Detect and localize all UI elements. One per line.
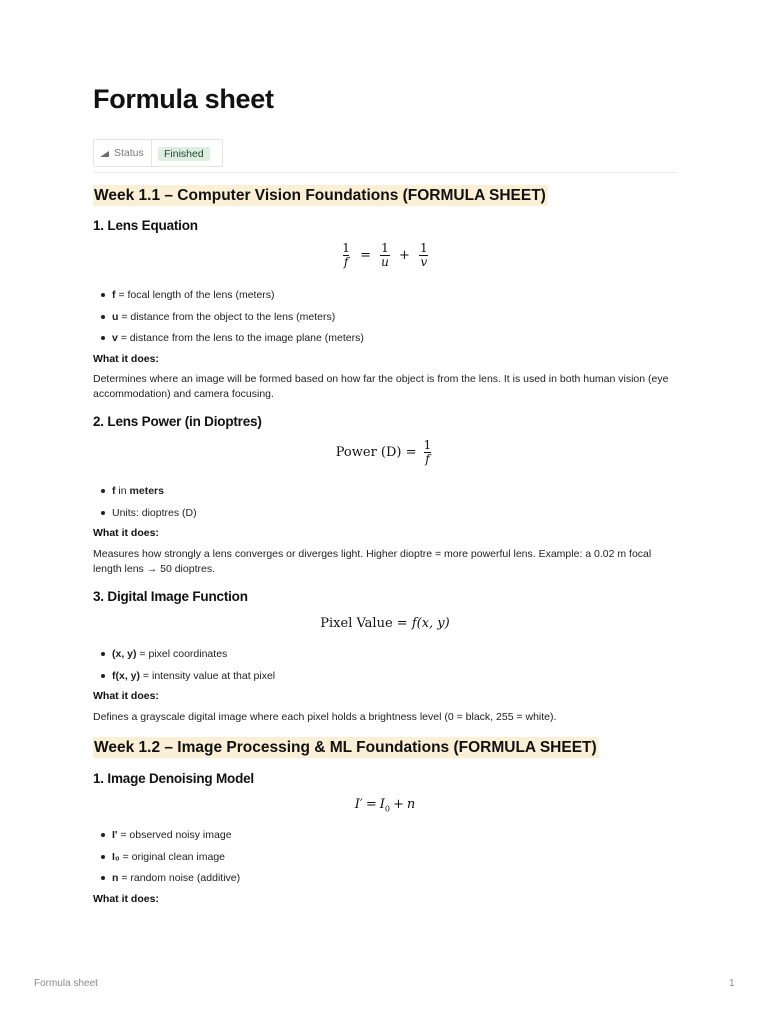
status-property[interactable] bbox=[93, 139, 223, 167]
digital-image-formula: Pixel Value = f(x, y) bbox=[320, 616, 450, 631]
week-1-2-heading: Week 1.2 – Image Processing & ML Foundations (FORMULA SHEET) bbox=[94, 739, 597, 756]
page-number: 1 bbox=[729, 978, 735, 989]
list-item: Units: dioptres (D) bbox=[100, 506, 670, 528]
list-item: I₀ = original clean image bbox=[100, 850, 670, 872]
what-it-does-label: What it does: bbox=[93, 527, 159, 539]
lens-equation-description: Determines where an image will be formed based on how far the object is from the lens. It is used in both human vision (eye accommodation) and camera focusing. bbox=[93, 373, 669, 400]
lens-equation-formula: $\frac{1}{f}$ = $\frac{1}{u}$ + $\frac{1}{v}$ bbox=[342, 241, 428, 269]
list-item: f in meters bbox=[100, 484, 670, 506]
digital-image-heading: 3. Digital Image Function bbox=[93, 589, 248, 604]
lens-power-formula: Power (D) = $\frac{1}{f}$ bbox=[335, 438, 432, 466]
what-it-does-label: What it does: bbox=[93, 353, 159, 365]
lens-equation-heading: 1. Lens Equation bbox=[93, 218, 198, 233]
status-property-key bbox=[94, 140, 152, 166]
denoising-formula: $I' = I_0 + n$ bbox=[354, 797, 416, 814]
what-it-does-label: What it does: bbox=[93, 690, 159, 702]
denoising-bullets bbox=[100, 828, 670, 893]
week-1-1-heading: Week 1.1 – Computer Vision Foundations (FORMULA SHEET) bbox=[94, 187, 546, 204]
list-item: (x, y) = pixel coordinates bbox=[100, 647, 670, 669]
lens-equation-bullets bbox=[100, 288, 670, 353]
lens-power-bullets bbox=[100, 484, 670, 527]
digital-image-bullets bbox=[100, 647, 670, 690]
digital-image-description: Defines a grayscale digital image where each pixel holds a brightness level (0 = black, 255 = white). bbox=[93, 711, 557, 723]
list-item: u = distance from the object to the lens (meters) bbox=[100, 310, 670, 332]
lens-power-heading: 2. Lens Power (in Dioptres) bbox=[93, 414, 262, 429]
list-item: n = random noise (additive) bbox=[100, 871, 670, 893]
denoising-heading: 1. Image Denoising Model bbox=[93, 771, 254, 786]
signal-bars-icon bbox=[100, 150, 109, 157]
status-property-value[interactable] bbox=[152, 144, 210, 162]
lens-power-description: Measures how strongly a lens converges or diverges light. Higher dioptre = more powerful lens. Example: a 0.02 m focal length lens → 50 dioptres. bbox=[93, 548, 652, 575]
list-item: f(x, y) = intensity value at that pixel bbox=[100, 669, 670, 691]
list-item: I' = observed noisy image bbox=[100, 828, 670, 850]
status-label: Status bbox=[114, 147, 144, 159]
status-badge[interactable]: Finished bbox=[158, 147, 210, 161]
list-item: f = focal length of the lens (meters) bbox=[100, 288, 670, 310]
what-it-does-label: What it does: bbox=[93, 893, 159, 905]
divider bbox=[93, 172, 677, 173]
footer-title: Formula sheet bbox=[34, 978, 98, 989]
page-title: Formula sheet bbox=[93, 84, 274, 114]
list-item: v = distance from the lens to the image plane (meters) bbox=[100, 331, 670, 353]
